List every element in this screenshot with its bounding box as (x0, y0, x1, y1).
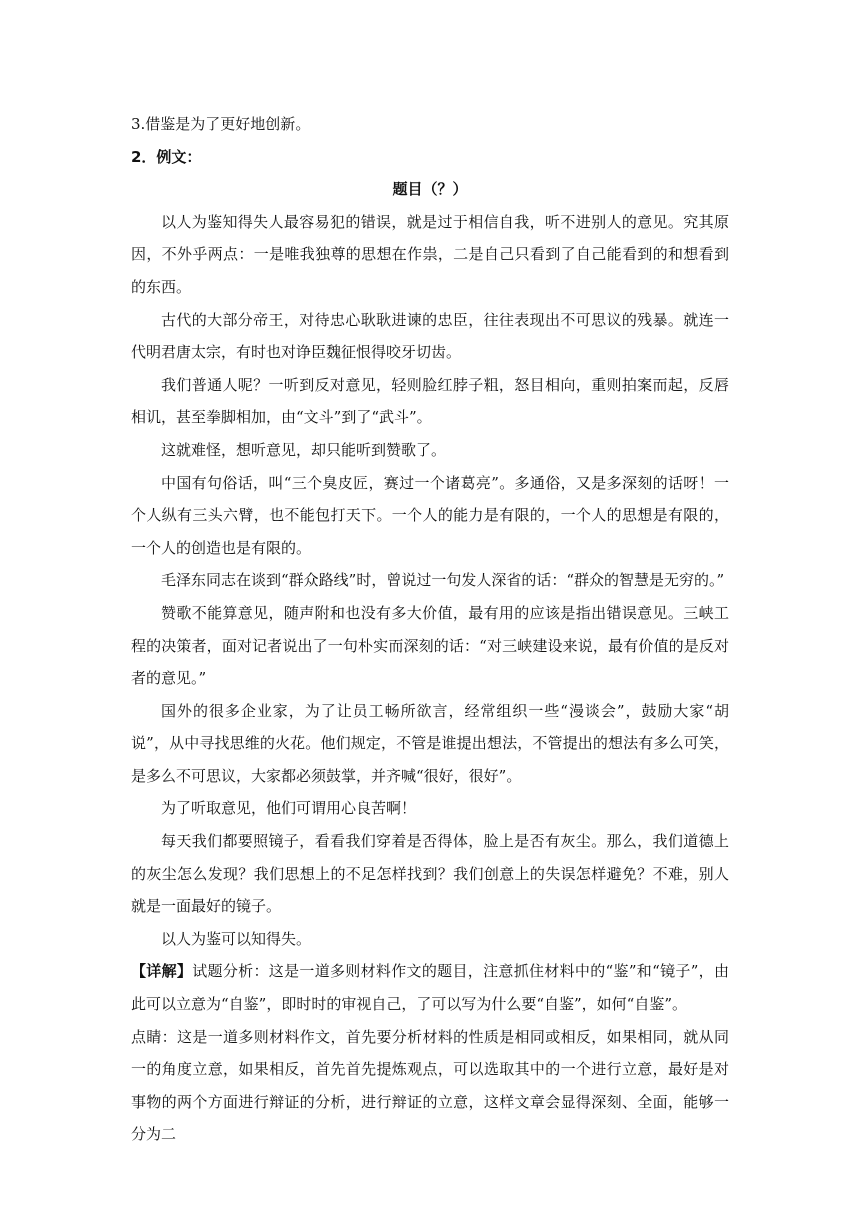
essay-paragraph: 以人为鉴知得失人最容易犯的错误，就是过于相信自我，听不进别人的意见。究其原因，不外乎两点：一是唯我独尊的思想在作祟，二是自己只看到了自己能看到的和想看到的东西。 (131, 212, 729, 296)
essay-paragraph: 每天我们都要照镜子，看看我们穿着是否得体，脸上是否有灰尘。那么，我们道德上的灰尘怎么发现？我们思想上的不足怎样找到？我们创意上的失误怎样避免？不难，别人就是一面最好的镜子。 (131, 832, 729, 916)
essay-paragraph: 中国有句俗话，叫“三个臭皮匠，赛过一个诸葛亮”。多通俗，又是多深刻的话呀！一个人纵有三头六臂，也不能包打天下。一个人的能力是有限的，一个人的思想是有限的，一个人的创造也是有限的。 (131, 473, 729, 557)
analysis-label: 【详解】 (131, 962, 193, 981)
analysis-text: 试题分析：这是一道多则材料作文的题目，注意抓住材料中的“鉴”和“镜子”，由此可以立意为“自鉴”，即时时的审视自己，了可以写为什么要“自鉴”，如何“自鉴”。 (131, 962, 729, 1014)
document-body (131, 108, 729, 1151)
analysis-paragraph (131, 955, 729, 1020)
essay-paragraph: 古代的大部分帝王，对待忠心耿耿进谏的忠臣，往往表现出不可思议的残暴。就连一代明君唐太宗，有时也对诤臣魏征恨得咬牙切齿。 (131, 310, 729, 362)
essay-paragraph: 为了听取意见，他们可谓用心良苦啊！ (161, 799, 417, 818)
essay-title: 题目（？） (392, 180, 468, 199)
tip-paragraph: 点睛：这是一道多则材料作文，首先要分析材料的性质是相同或相反，如果相同，就从同一的角度立意，如果相反，首先首先提炼观点，可以选取其中的一个进行立意，最好是对事物的两个方面进行辩证的分析，进行辩证的立意，这样文章会显得深刻、全面，能够一分为二 (131, 1027, 729, 1144)
essay-paragraph: 我们普通人呢？一听到反对意见，轻则脸红脖子粗，怒目相向，重则拍案而起，反唇相讥，甚至拳脚相加，由“文斗”到了“武斗”。 (131, 375, 729, 427)
example-heading: 2．例文： (131, 147, 202, 166)
essay-paragraph: 赞歌不能算意见，随声附和也没有多大价值，最有用的应该是指出错误意见。三峡工程的决策者，面对记者说出了一句朴实而深刻的话：“对三峡建设来说，最有价值的是反对者的意见。” (131, 603, 729, 688)
essay-paragraph: 以人为鉴可以知得失。 (161, 929, 312, 948)
essay-paragraph: 毛泽东同志在谈到“群众路线”时，曾说过一句发人深省的话：“群众的智慧是无穷的。” (161, 571, 725, 590)
essay-paragraph: 这就难怪，想听意见，却只能听到赞歌了。 (161, 440, 447, 459)
point-3-line: 3.借鉴是为了更好地创新。 (131, 115, 311, 133)
essay-paragraph: 国外的很多企业家，为了让员工畅所欲言，经常组织一些“漫谈会”，鼓励大家“胡说”，从中寻找思维的火花。他们规定，不管是谁提出想法，不管提出的想法有多么可笑，是多么不可思议，大家都必须鼓掌，并齐喊“很好，很好”。 (131, 701, 729, 785)
